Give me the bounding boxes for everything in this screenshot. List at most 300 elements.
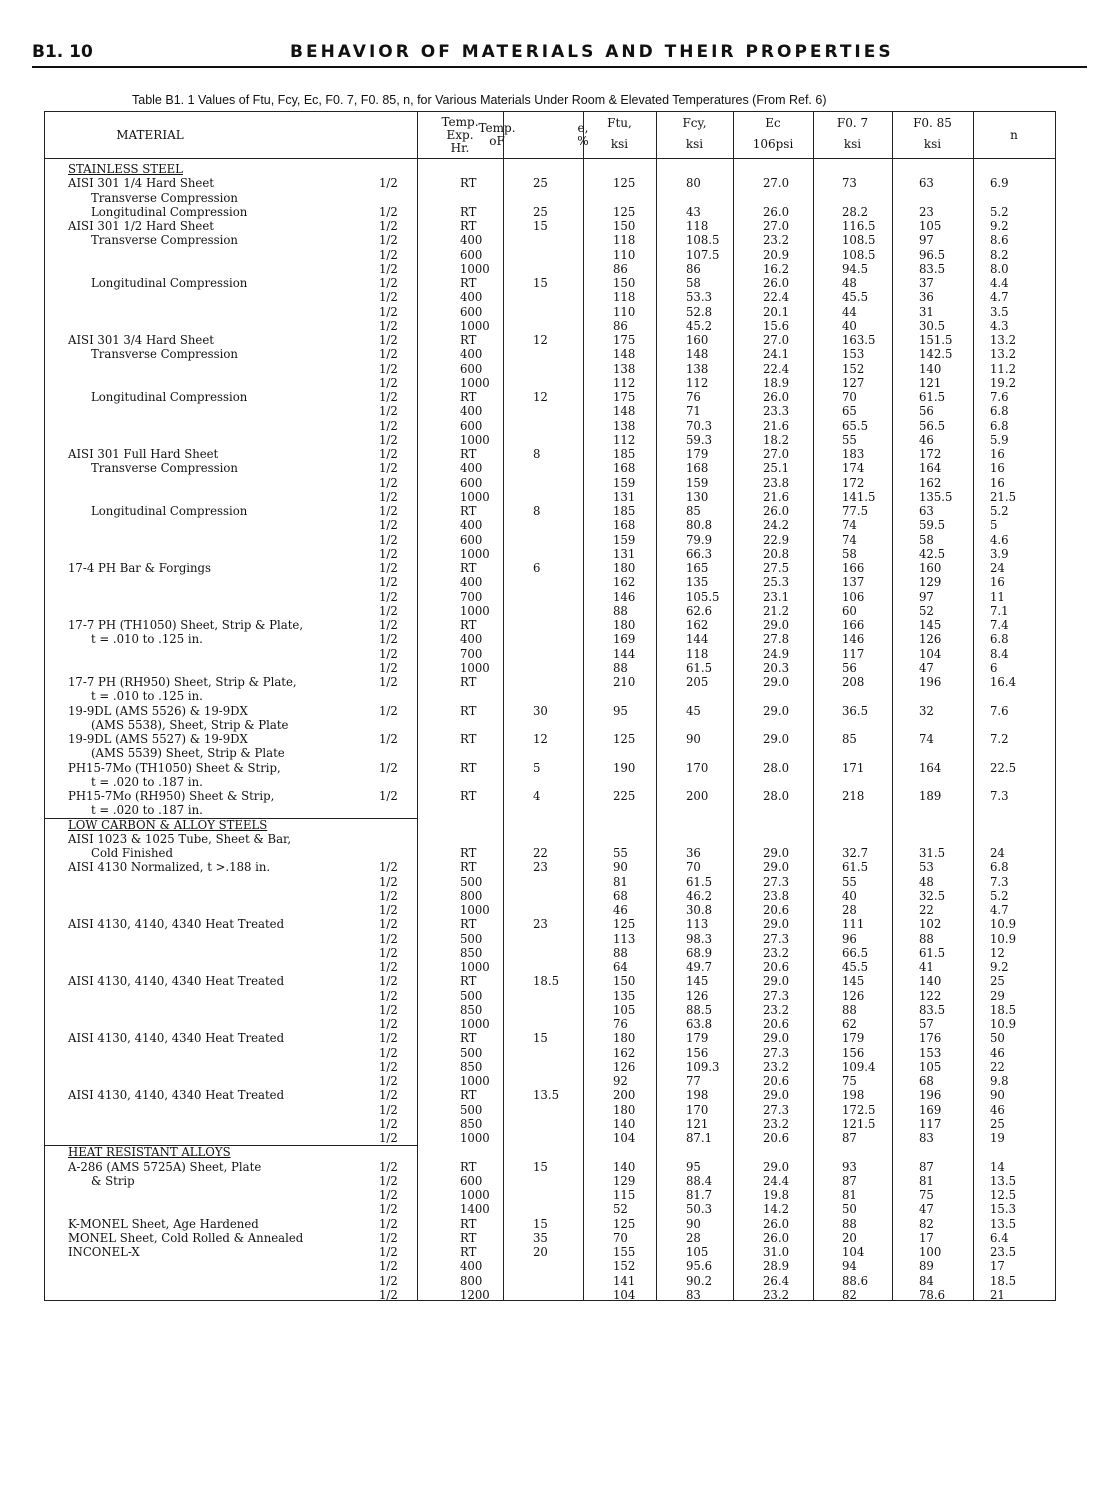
cell-temp: RT [460,1245,477,1259]
cell-exp: 1/2 [379,233,398,248]
table-row [45,533,1055,547]
cell-f07: 117 [842,646,865,661]
cell-f085: 83 [919,1131,934,1145]
cell-ec: 22.9 [763,532,790,547]
cell-f085: 53 [919,860,934,875]
cell-n: 8.2 [990,247,1009,262]
cell-material: t = .020 to .187 in. [91,803,203,818]
cell-elong: 5 [533,760,541,775]
cell-exp: 1/2 [379,646,398,661]
cell-f085: 32.5 [919,888,946,903]
table-row [45,205,1055,219]
cell-ftu: 144 [613,646,636,661]
cell-exp: 1/2 [379,1131,398,1145]
table-row [45,547,1055,561]
cell-ftu: 146 [613,589,636,604]
cell-fcy: 179 [686,1031,709,1046]
table-row [45,262,1055,276]
cell-temp: 400 [460,1259,483,1274]
cell-f07: 20 [842,1230,857,1245]
cell-fcy: 85 [686,504,701,518]
cell-fcy: 80 [686,176,701,191]
cell-fcy: 83 [686,1287,701,1302]
cell-ftu: 131 [613,546,636,561]
cell-n: 16 [990,475,1005,490]
cell-n: 6 [990,660,998,675]
cell-material: 17-7 PH (TH1050) Sheet, Strip & Plate, [68,618,304,632]
cell-ftu: 64 [613,960,628,974]
header-ec-line1: Ec [765,116,781,130]
cell-n: 24 [990,846,1005,860]
cell-exp: 1/2 [379,974,398,989]
cell-ec: 27.3 [763,988,790,1003]
cell-f07: 58 [842,546,857,561]
cell-exp: 1/2 [379,333,398,347]
cell-exp: 1/2 [379,432,398,447]
cell-ec: 26.0 [763,390,790,404]
cell-f085: 41 [919,960,934,974]
cell-f07: 55 [842,432,857,447]
cell-f085: 142.5 [919,347,953,362]
cell-fcy: 165 [686,561,709,575]
cell-n: 17 [990,1259,1005,1274]
cell-temp: RT [460,974,477,989]
cell-temp: RT [460,276,477,290]
cell-ftu: 112 [613,432,636,447]
cell-f07: 85 [842,732,857,746]
cell-ec: 24.4 [763,1173,790,1188]
cell-f085: 82 [919,1216,934,1231]
cell-ftu: 86 [613,261,628,276]
cell-f085: 31.5 [919,846,946,860]
cell-temp: 400 [460,290,483,305]
cell-ftu: 148 [613,404,636,419]
cell-ec: 22.4 [763,290,790,305]
cell-exp: 1/2 [379,732,398,746]
cell-fcy: 61.5 [686,660,713,675]
cell-material: A-286 (AMS 5725A) Sheet, Plate [68,1159,262,1174]
cell-temp: 1000 [460,432,490,447]
cell-ftu: 152 [613,1259,636,1274]
table-row [45,1046,1055,1060]
cell-exp: 1/2 [379,504,398,518]
cell-fcy: 105 [686,1245,709,1259]
page-number: B1. 10 [32,42,93,62]
cell-temp: 400 [460,632,483,647]
cell-f07: 32.7 [842,846,869,860]
cell-temp: 400 [460,518,483,533]
cell-temp: RT [460,504,477,518]
cell-temp: 1000 [460,960,490,974]
cell-f085: 164 [919,760,942,775]
cell-ec: 29.0 [763,917,790,932]
cell-material: Longitudinal Compression [91,390,248,404]
cell-ec: 28.9 [763,1259,790,1274]
cell-f07: 40 [842,888,857,903]
cell-elong: 4 [533,789,541,803]
cell-n: 14 [990,1159,1005,1174]
cell-elong: 15 [533,276,548,290]
cell-ec: 25.3 [763,575,790,590]
table-row [45,1074,1055,1088]
cell-n: 24 [990,561,1005,575]
cell-n: 7.2 [990,732,1009,746]
header-ftu [583,117,656,151]
cell-ftu: 190 [613,760,636,775]
cell-f07: 166 [842,561,865,575]
cell-exp: 1/2 [379,475,398,490]
cell-f085: 59.5 [919,518,946,533]
cell-fcy: 126 [686,988,709,1003]
cell-fcy: 77 [686,1074,701,1088]
cell-exp: 1/2 [379,1017,398,1031]
header-temp-line2: oF [489,134,505,148]
cell-n: 6.9 [990,176,1009,191]
cell-temp: 1000 [460,1017,490,1031]
cell-n: 4.7 [990,290,1009,305]
cell-ftu: 115 [613,1188,636,1202]
cell-ec: 27.0 [763,176,790,191]
cell-exp: 1/2 [379,988,398,1003]
cell-n: 15.3 [990,1202,1017,1217]
table-row [45,917,1055,931]
header-e-line1: e, [577,121,589,135]
cell-temp: RT [460,703,477,718]
cell-ec: 25.1 [763,461,790,476]
cell-fcy: 62.6 [686,603,713,618]
cell-ftu: 55 [613,846,628,860]
cell-fcy: 90 [686,1216,701,1231]
cell-f07: 56 [842,660,857,675]
cell-f085: 135.5 [919,489,953,504]
cell-f07: 208 [842,675,865,689]
table-row [45,490,1055,504]
cell-exp: 1/2 [379,546,398,561]
cell-material: 17-4 PH Bar & Forgings [68,561,212,575]
cell-f07: 50 [842,1202,857,1217]
cell-f085: 102 [919,917,942,932]
cell-temp: RT [460,846,477,860]
cell-material: AISI 301 Full Hard Sheet [68,447,219,461]
cell-exp: 1/2 [379,945,398,960]
cell-temp: 600 [460,304,483,319]
cell-f085: 83.5 [919,1002,946,1017]
cell-ftu: 210 [613,675,636,689]
cell-f085: 105 [919,219,942,233]
cell-f07: 77.5 [842,504,869,518]
cell-ec: 27.0 [763,333,790,347]
table-row [45,1259,1055,1273]
cell-temp: 500 [460,1045,483,1060]
cell-ec: 29.0 [763,1031,790,1046]
cell-ec: 23.2 [763,1287,790,1302]
cell-f07: 172.5 [842,1102,876,1117]
cell-fcy: 107.5 [686,247,720,262]
cell-ec: 23.1 [763,589,790,604]
table-row [45,618,1055,632]
cell-n: 9.8 [990,1074,1009,1088]
table-row [45,689,1055,703]
cell-ec: 22.4 [763,361,790,376]
cell-f085: 47 [919,1202,934,1217]
cell-n: 16.4 [990,675,1017,689]
cell-exp: 1/2 [379,489,398,504]
cell-ec: 26.0 [763,1216,790,1231]
cell-temp: 850 [460,1002,483,1017]
table-row [45,1088,1055,1102]
cell-f085: 56.5 [919,418,946,433]
cell-f085: 129 [919,575,942,590]
cell-elong: 15 [533,219,548,233]
table-row [45,704,1055,718]
cell-ec: 27.3 [763,1102,790,1117]
table-row [45,1160,1055,1174]
cell-exp: 1/2 [379,204,398,219]
cell-exp: 1/2 [379,1116,398,1131]
cell-temp: RT [460,917,477,932]
cell-f085: 63 [919,504,934,518]
table-row [45,248,1055,262]
cell-n: 10.9 [990,1017,1017,1031]
cell-exp: 1/2 [379,660,398,675]
cell-ec: 29.0 [763,1159,790,1174]
cell-f085: 47 [919,660,934,675]
table-row [45,347,1055,361]
cell-n: 13.5 [990,1216,1017,1231]
cell-fcy: 28 [686,1230,701,1245]
cell-n: 6.8 [990,418,1009,433]
table-row [45,447,1055,461]
cell-f07: 88.6 [842,1273,869,1288]
cell-f085: 63 [919,176,934,191]
table-row [45,219,1055,233]
cell-ec: 31.0 [763,1245,790,1259]
cell-ec: 27.5 [763,561,790,575]
cell-exp: 1/2 [379,247,398,262]
cell-ec: 24.9 [763,646,790,661]
table-row [45,946,1055,960]
cell-material: AISI 301 1/4 Hard Sheet [68,176,214,191]
header-ec-line2: 106psi [752,137,794,151]
cell-n: 6.8 [990,632,1009,647]
cell-n: 25 [990,1116,1005,1131]
cell-f07: 87 [842,1173,857,1188]
cell-fcy: 138 [686,361,709,376]
cell-fcy: 159 [686,475,709,490]
cell-ftu: 118 [613,290,636,305]
header-ec [733,117,813,151]
cell-exp: 1/2 [379,1202,398,1217]
cell-f085: 74 [919,732,934,746]
cell-exp: 1/2 [379,347,398,362]
cell-fcy: 162 [686,618,709,632]
cell-ftu: 70 [613,1230,628,1245]
cell-f085: 31 [919,304,934,319]
cell-ftu: 168 [613,518,636,533]
cell-fcy: 70.3 [686,418,713,433]
cell-n: 9.2 [990,219,1009,233]
cell-fcy: 61.5 [686,874,713,889]
cell-fcy: 170 [686,1102,709,1117]
cell-exp: 1/2 [379,575,398,590]
cell-n: 16 [990,575,1005,590]
cell-fcy: 46.2 [686,888,713,903]
cell-ec: 20.9 [763,247,790,262]
cell-n: 7.3 [990,874,1009,889]
cell-ftu: 46 [613,903,628,917]
cell-n: 9.2 [990,960,1009,974]
cell-n: 3.9 [990,546,1009,561]
cell-material: 19-9DL (AMS 5526) & 19-9DX [68,703,248,718]
cell-fcy: 43 [686,204,701,219]
cell-ec: 29.0 [763,618,790,632]
cell-ftu: 104 [613,1131,636,1145]
cell-f085: 140 [919,361,942,376]
cell-temp: RT [460,447,477,461]
cell-exp: 1/2 [379,532,398,547]
cell-f085: 75 [919,1188,934,1202]
cell-f085: 23 [919,204,934,219]
cell-material: AISI 4130, 4140, 4340 Heat Treated [68,1031,285,1046]
cell-fcy: 113 [686,917,709,932]
cell-temp: RT [460,860,477,875]
running-title: BEHAVIOR OF MATERIALS AND THEIR PROPERTIES [290,42,894,62]
cell-ec: 23.8 [763,888,790,903]
cell-exp: 1/2 [379,518,398,533]
table-row [45,176,1055,190]
cell-n: 12 [990,945,1005,960]
cell-fcy: 70 [686,860,701,875]
cell-material: PH15-7Mo (TH1050) Sheet & Strip, [68,760,281,775]
cell-exp: 1/2 [379,1245,398,1259]
table-row [45,1217,1055,1231]
cell-f07: 198 [842,1088,865,1103]
cell-temp: 600 [460,1173,483,1188]
cell-f085: 97 [919,589,934,604]
cell-ec: 29.0 [763,732,790,746]
cell-temp: 500 [460,874,483,889]
cell-fcy: 30.8 [686,903,713,917]
cell-ec: 14.2 [763,1202,790,1217]
cell-f07: 126 [842,988,865,1003]
cell-ec: 26.0 [763,276,790,290]
cell-f07: 156 [842,1045,865,1060]
table-row [45,846,1055,860]
cell-exp: 1/2 [379,618,398,632]
cell-ec: 23.8 [763,475,790,490]
cell-temp: 800 [460,888,483,903]
cell-f085: 164 [919,461,942,476]
cell-f07: 104 [842,1245,865,1259]
cell-f085: 189 [919,789,942,803]
cell-elong: 12 [533,732,548,746]
cell-ftu: 125 [613,732,636,746]
cell-ec: 20.6 [763,903,790,917]
cell-fcy: 135 [686,575,709,590]
cell-elong: 13.5 [533,1088,560,1103]
cell-exp: 1/2 [379,1059,398,1074]
cell-ftu: 92 [613,1074,628,1088]
cell-exp: 1/2 [379,1031,398,1046]
cell-f07: 61.5 [842,860,869,875]
cell-elong: 15 [533,1031,548,1046]
cell-temp: 600 [460,361,483,376]
cell-n: 18.5 [990,1273,1017,1288]
cell-ec: 21.6 [763,489,790,504]
cell-f07: 62 [842,1017,857,1031]
cell-temp: 800 [460,1273,483,1288]
cell-material: PH15-7Mo (RH950) Sheet & Strip, [68,789,275,803]
cell-f085: 48 [919,874,934,889]
cell-fcy: 95 [686,1159,701,1174]
cell-n: 21 [990,1287,1005,1302]
table-row [45,575,1055,589]
cell-f085: 105 [919,1059,942,1074]
cell-f085: 78.6 [919,1287,946,1302]
cell-exp: 1/2 [379,561,398,575]
cell-exp: 1/2 [379,931,398,946]
cell-ec: 20.6 [763,960,790,974]
cell-exp: 1/2 [379,675,398,689]
cell-temp: 400 [460,233,483,248]
cell-temp: 850 [460,945,483,960]
cell-f07: 96 [842,931,857,946]
cell-ftu: 81 [613,874,628,889]
table-row [45,1145,1055,1159]
cell-fcy: 79.9 [686,532,713,547]
cell-ec: 27.3 [763,1045,790,1060]
table-row [45,1274,1055,1288]
header-f085-line2: ksi [923,137,942,151]
cell-material: t = .020 to .187 in. [91,774,203,789]
table-caption: Table B1. 1 Values of Ftu, Fcy, Ec, F0. 7, F0. 85, n, for Various Materials Under Room & Elevated Temperatures (From Ref. 6) [132,93,827,107]
cell-f07: 28.2 [842,204,869,219]
table-row [45,675,1055,689]
cell-ftu: 110 [613,304,636,319]
cell-n: 22 [990,1059,1005,1074]
cell-exp: 1/2 [379,903,398,917]
cell-exp: 1/2 [379,1159,398,1174]
cell-ftu: 180 [613,1102,636,1117]
cell-ec: 26.0 [763,504,790,518]
cell-material: AISI 4130, 4140, 4340 Heat Treated [68,1088,285,1103]
table-row [45,191,1055,205]
table-row [45,1245,1055,1259]
cell-n: 7.4 [990,618,1009,632]
cell-temp: 1000 [460,318,490,333]
cell-f085: 37 [919,276,934,290]
cell-ec: 24.1 [763,347,790,362]
table-row [45,632,1055,646]
cell-fcy: 53.3 [686,290,713,305]
cell-elong: 12 [533,333,548,347]
cell-f07: 60 [842,603,857,618]
cell-ec: 20.3 [763,660,790,675]
table-row [45,1131,1055,1145]
cell-temp: 400 [460,575,483,590]
cell-f07: 87 [842,1131,857,1145]
cell-f07: 74 [842,518,857,533]
cell-temp: RT [460,675,477,689]
cell-exp: 1/2 [379,589,398,604]
cell-n: 10.9 [990,917,1017,932]
cell-ec: 27.0 [763,447,790,461]
cell-f085: 36 [919,290,934,305]
cell-exp: 1/2 [379,404,398,419]
cell-fcy: 121 [686,1116,709,1131]
table-row [45,818,1055,832]
cell-temp: 500 [460,988,483,1003]
